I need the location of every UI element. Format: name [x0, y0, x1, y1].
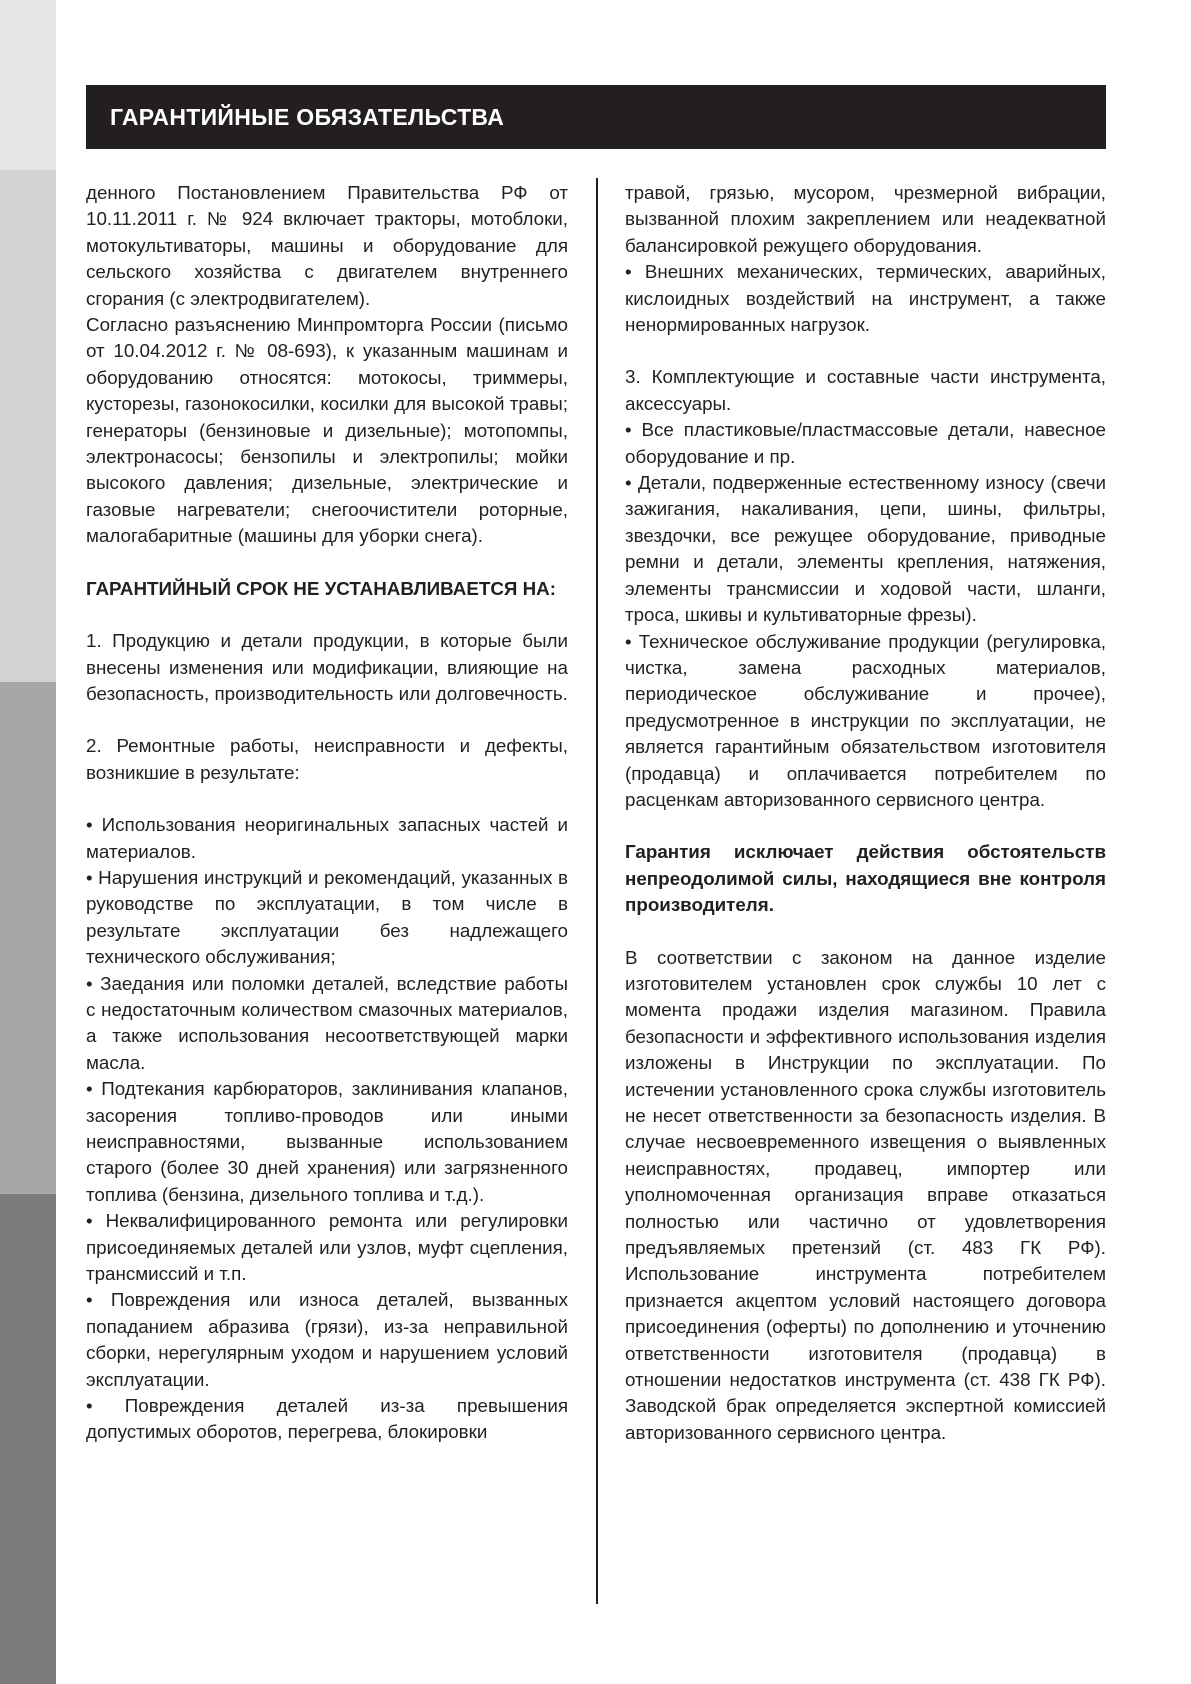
- side-tab-2: [0, 170, 56, 682]
- bullet-item: • Повреждения деталей из-за превышения допустимых оборотов, перегрева, блокировки: [86, 1395, 568, 1443]
- bullet-item: • Внешних механических, термических, аварийных, кислоидных воздействий на инструмент, а также ненормированных нагрузок.: [625, 261, 1106, 336]
- bullet-item: • Неквалифицированного ремонта или регулировки присоединяемых деталей или узлов, муфт сцепления, трансмиссий и т.п.: [86, 1210, 568, 1285]
- side-tab-1: [0, 0, 56, 170]
- intro-paragraph: денного Постановлением Правительства РФ от 10.11.2011 г. № 924 включает тракторы, мотоблоки, мотокультиваторы, машины и оборудование для сельского хозяйства с двигателем внутреннего сгорания (с электродвигателем).: [86, 182, 568, 309]
- bullet-item: • Подтекания карбюраторов, заклинивания клапанов, засорения топливо-проводов или иными неисправностями, вызванные использованием старого (более 30 дней хранения) или загрязненного топлива (бензина, дизельного топлива и т.д.).: [86, 1078, 568, 1205]
- bullet-item: • Повреждения или износа деталей, вызванных попаданием абразива (грязи), из-за неправильной сборки, нерегулярным уходом и нарушением условий эксплуатации.: [86, 1289, 568, 1390]
- continued-paragraph: травой, грязью, мусором, чрезмерной вибрации, вызванной плохим закреплением или неадекватной балансировкой режущего оборудования.: [625, 182, 1106, 256]
- column-divider: [596, 178, 598, 1604]
- bullet-item: • Нарушения инструкций и рекомендаций, указанных в руководстве по эксплуатации, в том числе в результате эксплуатации без надлежащего технического обслуживания;: [86, 866, 568, 968]
- page-title: ГАРАНТИЙНЫЕ ОБЯЗАТЕЛЬСТВА: [86, 85, 1106, 149]
- item-3: 3. Комплектующие и составные части инструмента, аксессуары.: [625, 366, 1106, 414]
- left-column: [86, 180, 568, 1446]
- right-column: [625, 180, 1106, 1446]
- bullet-item: • Все пластиковые/пластмассовые детали, навесное оборудование и пр.: [625, 419, 1106, 467]
- force-majeure-note: Гарантия исключает действия обстоятельств непреодолимой силы, находящиеся вне контроля производителя.: [625, 841, 1106, 916]
- item-2: 2. Ремонтные работы, неисправности и дефекты, возникшие в результате:: [86, 735, 568, 783]
- bullet-item: • Заедания или поломки деталей, вследствие работы с недостаточным количеством смазочных материалов, а также использования несоответствующей марки масла.: [86, 972, 568, 1073]
- bullet-item: • Детали, подверженные естественному износу (свечи зажигания, накаливания, цепи, шины, фильтры, звездочки, все режущее оборудование, приводные ремни и детали, элементы крепления, натяжения, элементы трансмиссии и ходовой части, шланги, троса, шкивы и культиваторные фрезы).: [625, 472, 1106, 626]
- bullet-item: • Техническое обслуживание продукции (регулировка, чистка, замена расходных материалов, периодическое обслуживание и прочее), предусмотренное в инструкции по эксплуатации, не является гарантийным обязательством изготовителя (продавца) и оплачивается потребителем по расценкам авторизованного сервисного центра.: [625, 630, 1106, 810]
- section-heading: ГАРАНТИЙНЫЙ СРОК НЕ УСТАНАВЛИВАЕТСЯ НА:: [86, 577, 556, 599]
- ministry-paragraph: Согласно разъяснению Минпромторга России (письмо от 10.04.2012 г. № 08-693), к указанным машинам и оборудованию относятся: мотокосы, триммеры, кусторезы, газонокосилки, косилки для высокой травы; генераторы (бензиновые и дизельные); мотопомпы, электронасосы; бензопилы и электропилы; мойки высокого давления; дизельные, электрические и газовые нагреватели; снегоочистители роторные, малогабаритные (машины для уборки снега).: [86, 314, 568, 547]
- side-tab-4: [0, 1194, 56, 1684]
- service-life-paragraph: В соответствии с законом на данное изделие изготовителем установлен срок службы 10 лет с момента продажи изделия магазином. Правила безопасности и эффективного использования изделия изложены в Инструкции по эксплуатации. По истечении установленного срока службы изготовитель не несет ответственности за безопасность изделия. В случае несвоевременного извещения о выявленных неисправностях, продавец, импортер или уполномоченная организация вправе отказаться полностью или частично от удовлетворения предъявляемых претензий (ст. 483 ГК РФ). Использование инструмента потребителем признается акцептом условий настоящего договора присоединения (оферты) по дополнению и уточнению ответственности изготовителя (продавца) в отношении недостатков инструмента (ст. 438 ГК РФ). Заводской брак определяется экспертной комиссией авторизованного сервисного центра.: [625, 946, 1106, 1443]
- side-tab-3: [0, 682, 56, 1194]
- item-1: 1. Продукцию и детали продукции, в которые были внесены изменения или модификации, влияющие на безопасность, производительность или долговечность.: [86, 630, 568, 704]
- bullet-item: • Использования неоригинальных запасных частей и материалов.: [86, 814, 568, 862]
